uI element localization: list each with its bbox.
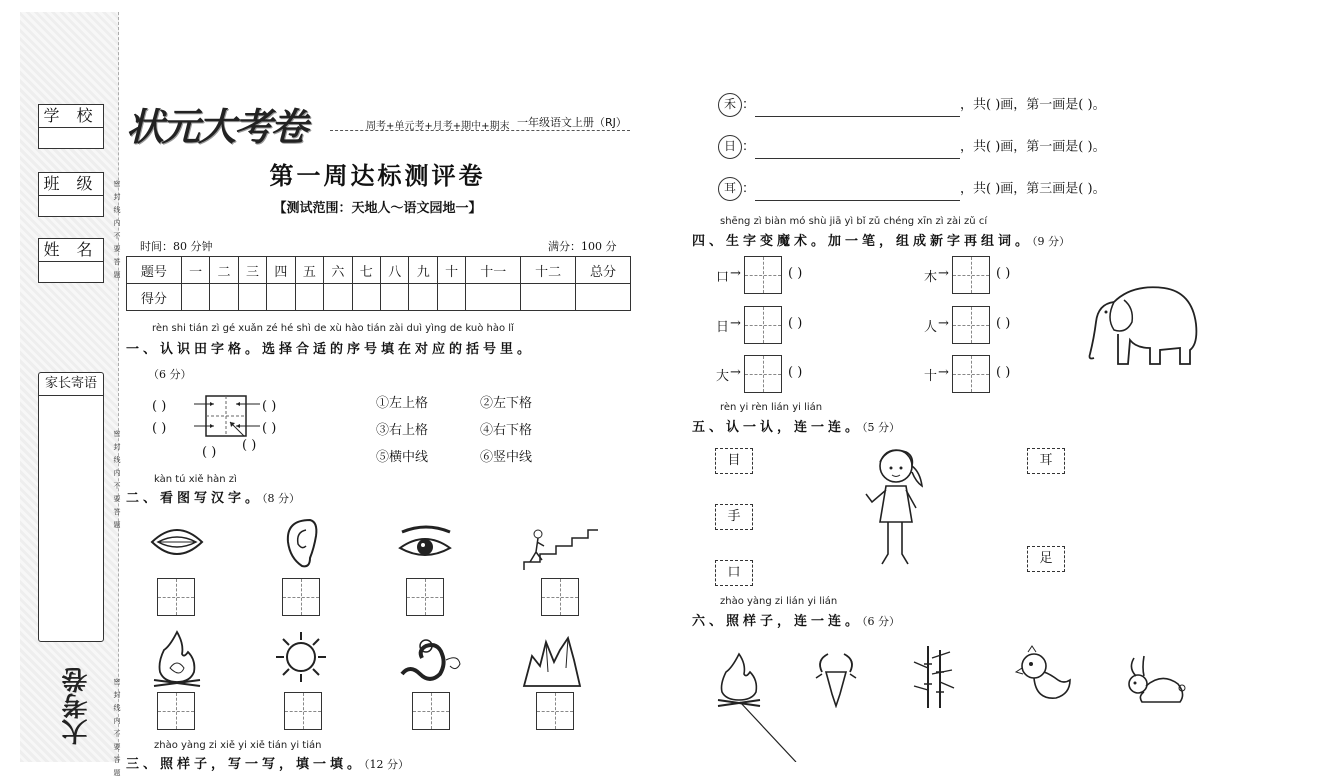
fire-icon	[150, 628, 204, 688]
header-cell: 三	[238, 257, 266, 284]
answer-paren[interactable]: ( )	[202, 445, 217, 460]
q1-title	[126, 338, 534, 357]
q4-title-text: 四、生字变魔术。加一笔，组成新字再组词。	[692, 234, 1033, 249]
writing-grid[interactable]	[157, 692, 195, 730]
score-cell[interactable]	[210, 284, 238, 311]
q5-points: （5 分）	[862, 421, 901, 434]
header-cell: 六	[324, 257, 352, 284]
q1-title-text: 一、认识田字格。选择合适的序号填在对应的括号里。	[126, 342, 535, 357]
seal-line-text: 密封线内不要答题	[113, 678, 121, 777]
mountain-icon	[522, 632, 582, 688]
base-char: 口	[716, 270, 730, 285]
header-cell: 题号	[127, 257, 182, 284]
word-card[interactable]: 目	[715, 448, 753, 474]
row-label: 得分	[127, 284, 182, 311]
arrow-icon: →	[938, 365, 949, 380]
header-cell: 七	[352, 257, 380, 284]
brand-logo: 状元大考卷	[126, 105, 307, 149]
q4-pinyin: shēng zì biàn mó shù jiā yì bǐ zǔ chéng xīn zì zài zǔ cí	[720, 216, 988, 227]
stroke-row-text: ，共( )画，第三画是( )。	[960, 181, 1106, 197]
q3-pinyin: zhào yàng zi xiě yi xiě tián yi tián	[154, 740, 322, 751]
option-item: ③右上格	[376, 423, 429, 438]
base-char: 日	[716, 320, 730, 335]
flower-char: 耳	[718, 177, 742, 201]
tianzige-diagram	[186, 392, 266, 444]
word-card[interactable]: 耳	[1027, 448, 1065, 474]
writing-grid[interactable]	[282, 578, 320, 616]
test-scope: 【测试范围：天地人～语文园地一】	[273, 201, 482, 216]
arrow-icon: →	[730, 266, 741, 281]
base-char: 大	[716, 369, 730, 384]
header-cell: 二	[210, 257, 238, 284]
q4-title	[692, 230, 1070, 249]
q1-pinyin: rèn shi tián zì gé xuǎn zé hé shì de xù hào tián zài duì yìng de kuò hào lǐ	[152, 323, 514, 334]
q2-points: （8 分）	[262, 492, 301, 505]
full-score: 满分：100 分	[548, 240, 617, 253]
mouth-icon	[148, 518, 206, 568]
answer-paren[interactable]: ( )	[262, 421, 277, 436]
header-cell: 十一	[466, 257, 521, 284]
base-char: 人	[924, 320, 938, 335]
answer-paren[interactable]: ( )	[152, 421, 167, 436]
time-limit: 时间：80 分钟	[140, 240, 213, 253]
writing-grid[interactable]	[541, 578, 579, 616]
name-field[interactable]	[38, 238, 104, 283]
writing-grid[interactable]	[536, 692, 574, 730]
q5-title-text: 五、认一认，连一连。	[692, 420, 863, 435]
q3-points: （12 分）	[364, 758, 410, 771]
answer-paren[interactable]: ( )	[788, 316, 803, 331]
score-cell[interactable]	[409, 284, 437, 311]
score-cell[interactable]	[238, 284, 266, 311]
stroke-answer-line[interactable]	[755, 104, 960, 117]
writing-grid[interactable]	[284, 692, 322, 730]
arrow-icon: →	[938, 316, 949, 331]
girl-icon	[858, 442, 932, 574]
header-cell: 十二	[521, 257, 576, 284]
q2-title-text: 二、看图写汉字。	[126, 491, 263, 506]
flower-char: 日	[718, 135, 742, 159]
q4-points: （9 分）	[1032, 235, 1071, 248]
answer-paren[interactable]: ( )	[996, 266, 1011, 281]
q1-points: （6 分）	[148, 368, 192, 381]
score-cell[interactable]	[521, 284, 576, 311]
arrow-icon: →	[938, 266, 949, 281]
option-item: ②左下格	[480, 396, 533, 411]
q5-title	[692, 416, 900, 435]
option-item: ④右下格	[480, 423, 533, 438]
parent-note-box[interactable]	[38, 372, 104, 642]
vertical-logo: 大考卷	[62, 667, 92, 745]
answer-paren[interactable]: ( )	[262, 399, 277, 414]
elephant-icon	[1080, 278, 1202, 370]
sun-icon	[274, 628, 328, 686]
q5-pinyin: rèn yi rèn lián yi lián	[720, 402, 823, 413]
goat-icon	[812, 650, 860, 708]
q3-title	[126, 753, 409, 772]
answer-paren[interactable]: ( )	[788, 365, 803, 380]
exam-tagline: 周考+单元考+月考+期中+期末	[366, 121, 510, 132]
option-item: ⑤横中线	[376, 450, 429, 465]
base-char: 十	[924, 369, 938, 384]
q6-points: （6 分）	[862, 615, 901, 628]
stroke-row: 耳 ： ，共( )画，第三画是( )。	[718, 177, 1106, 201]
page-title: 第一周达标测评卷	[269, 161, 486, 190]
ear-icon	[280, 514, 324, 570]
score-cell[interactable]	[181, 284, 209, 311]
score-cell[interactable]	[381, 284, 409, 311]
school-field[interactable]	[38, 104, 104, 149]
score-header-row	[127, 257, 631, 284]
header-cell: 一	[181, 257, 209, 284]
header-cell: 总分	[576, 257, 631, 284]
score-cell[interactable]	[295, 284, 323, 311]
stroke-row: 日 ： ，共( )画，第一画是( )。	[718, 135, 1106, 159]
stroke-row-text: ，共( )画，第一画是( )。	[960, 139, 1106, 155]
writing-grid[interactable]	[744, 306, 782, 344]
writing-grid[interactable]	[952, 355, 990, 393]
score-cell[interactable]	[466, 284, 521, 311]
header-cell: 四	[267, 257, 295, 284]
writing-grid[interactable]	[952, 306, 990, 344]
parent-note-label: 家长寄语	[39, 373, 103, 396]
answer-paren[interactable]: ( )	[996, 316, 1011, 331]
answer-paren[interactable]: ( )	[152, 399, 167, 414]
header-cell: 九	[409, 257, 437, 284]
base-char: 木	[924, 270, 938, 285]
stroke-row: 禾 ： ，共( )画，第一画是( )。	[718, 93, 1106, 117]
seal-line-text: 密封线内不要答题	[113, 430, 121, 529]
stroke-row-text: ，共( )画，第一画是( )。	[960, 97, 1106, 113]
word-card[interactable]: 足	[1027, 546, 1065, 572]
arrow-icon: →	[730, 316, 741, 331]
q6-title	[692, 610, 900, 629]
arrow-icon: →	[730, 365, 741, 380]
option-item: ⑥竖中线	[480, 450, 533, 465]
q6-pinyin: zhào yàng zi lián yi lián	[720, 596, 838, 607]
score-cell[interactable]	[437, 284, 465, 311]
word-card[interactable]: 手	[715, 504, 753, 530]
example-connect-line	[736, 700, 806, 762]
header-cell: 五	[295, 257, 323, 284]
bamboo-icon	[912, 644, 956, 710]
q6-title-text: 六、照样子，连一连。	[692, 614, 863, 629]
header-cell: 八	[381, 257, 409, 284]
writing-grid[interactable]	[157, 578, 195, 616]
header-cell: 十	[437, 257, 465, 284]
score-table	[126, 256, 631, 311]
word-card[interactable]: 口	[715, 560, 753, 586]
writing-grid[interactable]	[406, 578, 444, 616]
rabbit-icon	[1122, 654, 1188, 708]
stroke-answer-line[interactable]	[755, 188, 960, 201]
writing-grid[interactable]	[952, 256, 990, 294]
name-label: 姓 名	[39, 239, 103, 262]
eye-icon	[396, 524, 454, 564]
score-cell[interactable]	[576, 284, 631, 311]
score-row	[127, 284, 631, 311]
bird-icon	[1014, 644, 1074, 706]
flower-char: 禾	[718, 93, 742, 117]
score-cell[interactable]	[267, 284, 295, 311]
climbing-stairs-icon	[520, 522, 602, 572]
worm-icon	[396, 634, 466, 686]
score-cell[interactable]	[324, 284, 352, 311]
grade-label: 一年级语文上册（RJ）	[517, 116, 627, 129]
q2-title	[126, 487, 300, 506]
writing-grid[interactable]	[412, 692, 450, 730]
school-label: 学 校	[39, 105, 103, 128]
seal-line-text: 密封线内不要答题	[113, 180, 121, 279]
q2-pinyin: kàn tú xiě hàn zì	[154, 474, 237, 485]
q3-title-text: 三、照样子，写一写，填一填。	[126, 757, 365, 772]
answer-paren[interactable]: ( )	[788, 266, 803, 281]
class-label: 班 级	[39, 173, 103, 196]
writing-grid[interactable]	[744, 355, 782, 393]
answer-paren[interactable]: ( )	[242, 438, 257, 453]
option-item: ①左上格	[376, 396, 429, 411]
writing-grid[interactable]	[744, 256, 782, 294]
answer-paren[interactable]: ( )	[996, 365, 1011, 380]
score-cell[interactable]	[352, 284, 380, 311]
stroke-answer-line[interactable]	[755, 146, 960, 159]
class-field[interactable]	[38, 172, 104, 217]
